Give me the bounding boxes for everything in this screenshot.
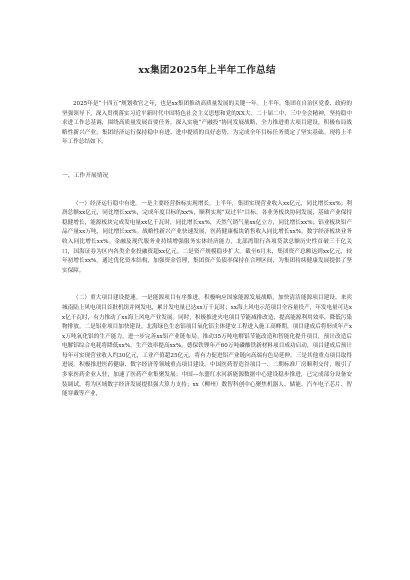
document-title: xx集团2025年上半年工作总结 — [138, 65, 276, 76]
paragraph-economic-operation: （一）经济运行稳中有进。一是主要经营指标实现增长。上半年，集团实现营业收入xx亿元，同比增长xx%；利润总额xx亿元，同比增长xx%，完成年度目标的xx%，顺利实现“双过半”目标。各业务板块协同发展，基础产业保持稳健增长，能源板块完成发电量xx亿千瓦时，同比增长xx%，天然气销气量xx亿立方，同比增长xx%；铝业板块铝产品产量xx万吨，同比增长xx%。战略性新兴产业快速发展，医药健康板块销售收入同比增长xx%，数字经济板块业务收入同比增长xx%。金融及现代服务业持续增强服务实体经济能力，北部湾银行各项贷款总额历史性首破三千亿关口，国海证券为区内各类企业投融资超xx亿元。二是资产规模稳步扩大。截至6月末，集团资产总额达到xx亿元，较年初增长xx%。通过优化资本结构，加强资金管理，集团资产负债率保持在合理区间，为集团持续健康发展提供了坚实保障。 — [62, 200, 352, 274]
section-heading: 一、工作开展情况 — [62, 172, 109, 179]
paragraph-major-projects: （二）重大项目建设提速。一是能源项目有序推进。积极响应国家能源发展战略，加快清洁能源项目建设。来宾城南陆上风电项目首批机组并网发电，累计发电量已达xx万千瓦时；xx海上风电示范项目全容量投产，年发电量可达xx亿千瓦时，有力推动了xx海上风电产业发展。同时，积极推进火电项目节能减排改造，提高能源利用效率，降低污染物排放。二是铝业项目加快建设。北海绿色生态铝项目氧化铝主体建安工程进入施工高峰期，项目建成后将形成年产xx万吨氧化铝的生产能力，进一步完善xx铝产业链布局。推动35万吨电解铝节能改造和智能化提升项目，预计改造后电解铝综合电耗将降低xx%，生产效率提高xx%。德保铁锂年产60万吨磷酸铁新材料项目成功启动，项目建成后预计每年可实现营业收入约30亿元，工业产值超25亿元，将有力促进铝产业链向高端有色局延伸。三是其他重点项目取得进展。积极推进医药健康、数字经济等领域重点项目建设。中国医药智造谷项目一、二期标准厂房顺利交付，吸引了多家医药企业入驻，加速了医药产业集聚发展；中国—东盟红水河新能源数据中心建设稳步推进，已完成部分设备安装调试，将为区域数字经济发展提供强大算力支持；xx（柳州）数智科创中心聚焦机器人、储能、汽车电子芯片、智能穿戴等产业， — [62, 295, 352, 398]
intro-paragraph: 2025年是“十四五”规划收官之年，也是xx集团推动高质量发展的关键一年。上半年，集团在自治区党委、政府的坚强领导下，深入贯彻落实习近平新时代中国特色社会主义思想和党的XX大、二十届二中、三中全会精神，坚持稳中求进工作总基调，围绕高质量发展首要任务，深入实施“产融投”协同发展战略，全力推进重大项目建设，积极布局战略性新兴产业，集团经济运行保持稳中有进、进中提质的良好态势，为完成全年目标任务奠定了坚实基础。现将上半年工作总结如下。 — [62, 101, 352, 146]
